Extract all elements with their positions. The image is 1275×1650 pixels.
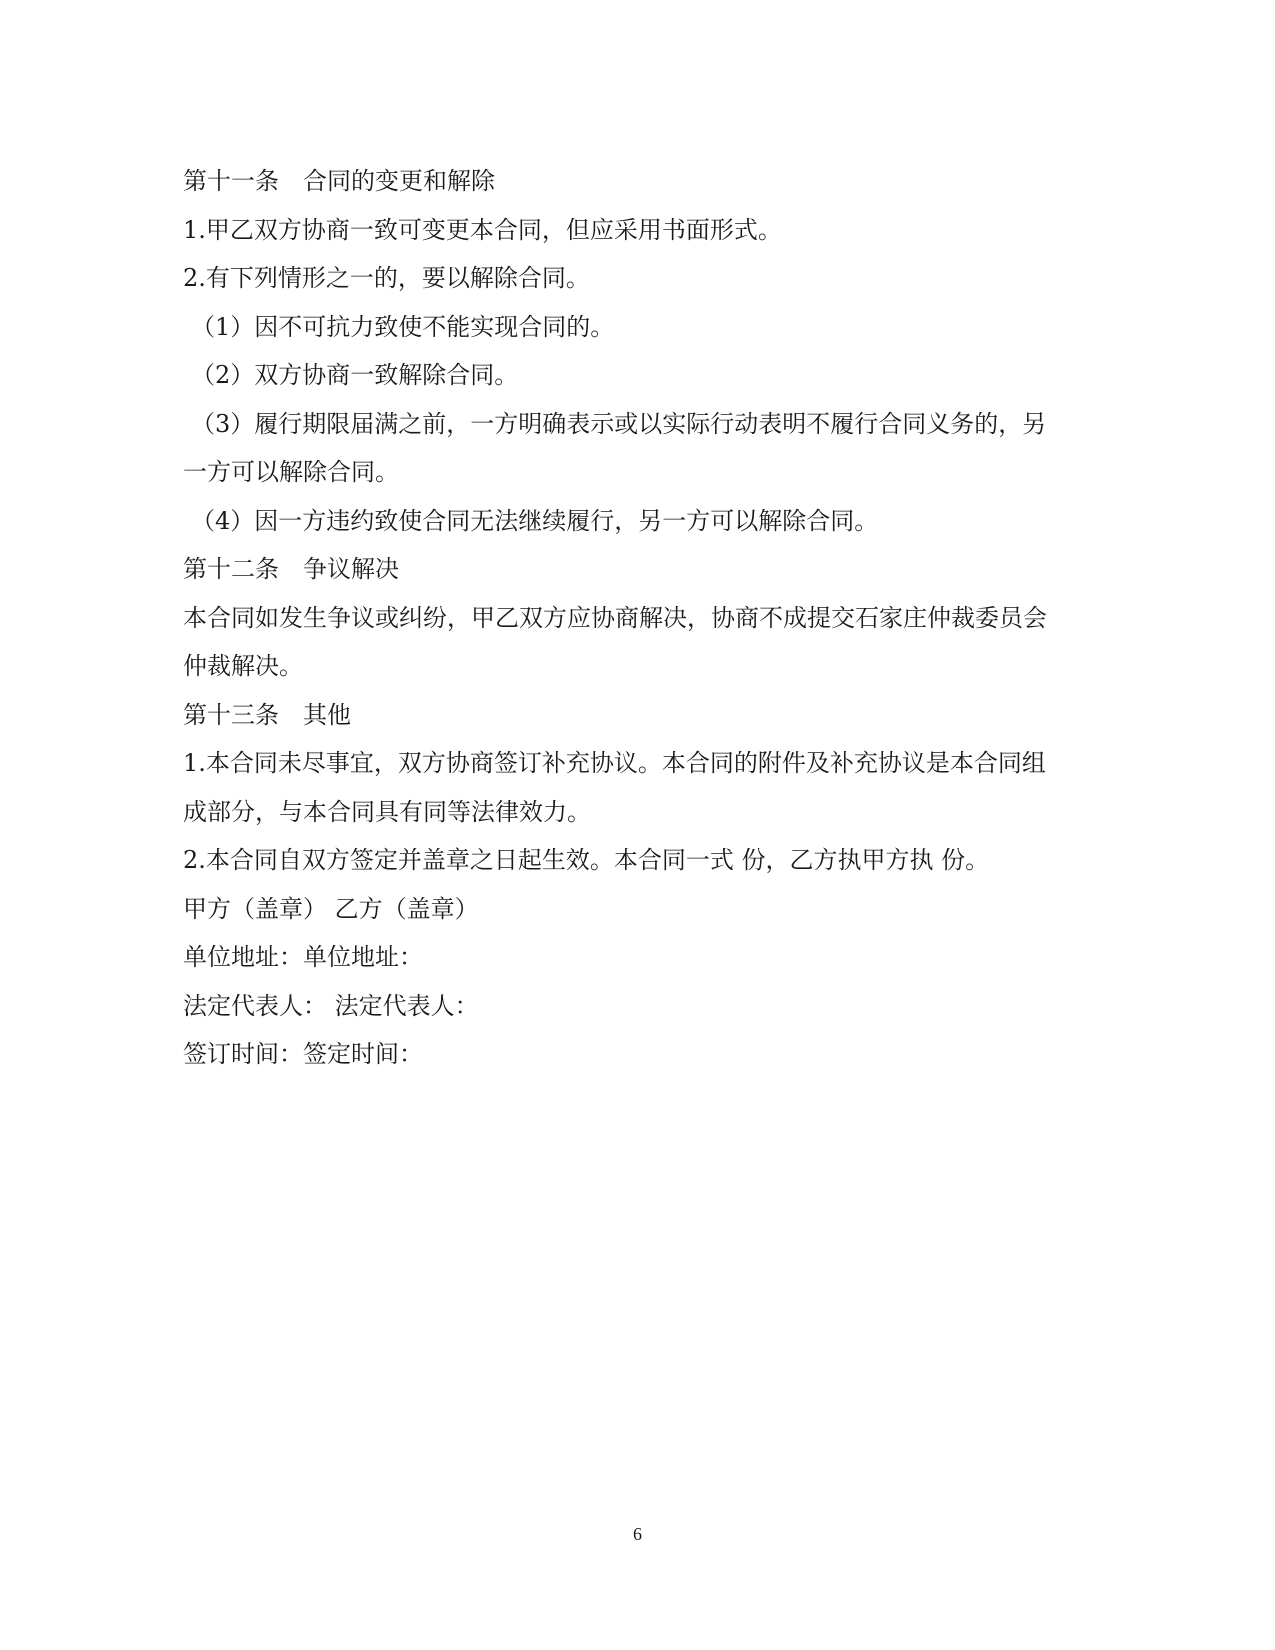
heading-article-12: 第十二条 争议解决 xyxy=(183,555,399,583)
clause-11-2-item-2: （2）双方协商一致解除合同。 xyxy=(191,361,519,389)
heading-article-11: 第十一条 合同的变更和解除 xyxy=(183,167,495,195)
signature-date: 签订时间：签定时间： xyxy=(183,1040,423,1068)
clause-13-1: 1.本合同未尽事宜，双方协商签订补充协议。本合同的附件及补充协议是本合同组 xyxy=(183,749,1046,777)
clause-11-2-item-3-cont: 一方可以解除合同。 xyxy=(183,458,399,486)
clause-13-2: 2.本合同自双方签定并盖章之日起生效。本合同一式 份，乙方执甲方执 份。 xyxy=(183,846,990,874)
clause-12-text-cont: 仲裁解决。 xyxy=(183,652,303,680)
signature-address: 单位地址：单位地址： xyxy=(183,943,423,971)
clause-11-2-item-4: （4）因一方违约致使合同无法继续履行，另一方可以解除合同。 xyxy=(191,506,879,535)
page-number: 6 xyxy=(633,1524,642,1544)
heading-article-13: 第十三条 其他 xyxy=(183,700,351,729)
clause-12-text: 本合同如发生争议或纠纷，甲乙双方应协商解决，协商不成提交石家庄仲裁委员会 xyxy=(183,603,1047,632)
clause-13-1-cont: 成部分，与本合同具有同等法律效力。 xyxy=(183,797,591,826)
clause-11-2: 2.有下列情形之一的，要以解除合同。 xyxy=(183,264,590,292)
clause-11-1: 1.甲乙双方协商一致可变更本合同，但应采用书面形式。 xyxy=(183,215,782,244)
signature-seals: 甲方（盖章） 乙方（盖章） xyxy=(183,894,479,923)
clause-11-2-item-1: （1）因不可抗力致使不能实现合同的。 xyxy=(191,312,615,341)
signature-representative: 法定代表人： 法定代表人： xyxy=(183,991,479,1020)
document-body xyxy=(183,157,1093,1079)
clause-11-2-item-3: （3）履行期限届满之前，一方明确表示或以实际行动表明不履行合同义务的，另 xyxy=(191,409,1047,438)
